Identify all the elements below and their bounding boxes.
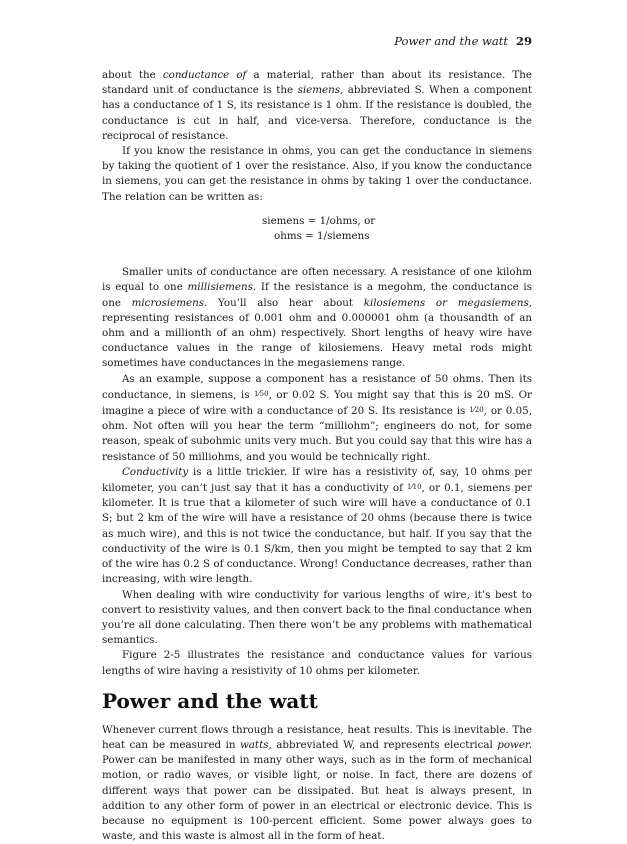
running-title: Power and the watt (394, 34, 508, 48)
paragraph-power-intro: Whenever current flows through a resistance, heat results. This is inevitable. The heat can be measured in watts, abbreviated W, and represents electrical power. Power can be manifested in many other ways, such as in the form of mechanical motion, or radio waves, or visible light, or noise. In fact, there are dozens of different ways that power can be dissipated. But heat is always present, in addition to any other form of power in an electrical or electronic device. This is because no equipment is 100-percent efficient. Some power always goes to waste, and this waste is almost all in the form of heat. (102, 723, 532, 843)
paragraph-example: As an example, suppose a component has a resistance of 50 ohms. Then its conductance, in siemens, is 1⁄50, or 0.02 S. You might say that this is 20 mS. Or imagine a piece of wire with a conductance of 20 S. Its resistance is 1⁄20, or 0.05, ohm. Not often will you hear the term “milliohm”; engineers do not, for some reason, speak of subohmic units very much. But you could say that this wire has a resistance of 50 milliohms, and you would be technically right. (102, 372, 533, 463)
equation-siemens: siemens = 1/ohms, or (262, 214, 376, 227)
paragraph-figure-reference: Figure 2-5 illustrates the resistance and conductance values for various lengths of wire having a resistivity of 10 ohms per kilometer. (102, 649, 532, 677)
paragraph-conductance-intro: about the conductance of a material, rather than about its resistance. The standard unit of conductance is the siemens, abbreviated S. When a component has a conductance of 1 S, its resistance is 1 ohm. If the resistance is doubled, the conductance is cut in half, and vice-versa. Therefore, conductance is the reciprocal of resistance. (102, 69, 533, 142)
fraction-one-tenth: 1⁄10 (407, 483, 422, 492)
body-text (102, 68, 532, 844)
section-heading: Power and the watt (102, 688, 318, 713)
fraction-one-fiftieth: 1⁄50 (254, 389, 269, 398)
paragraph-wire-conductivity: When dealing with wire conductivity for various lengths of wire, it’s best to convert to resistivity values, and then convert back to the final conductance when you’re all done calculating. Then there won’t be any problems with mathematical semantics. (102, 588, 532, 647)
paragraph-reciprocal: If you know the resistance in ohms, you can get the conductance in siemens by taking the quotient of 1 over the resistance. Also, if you know the conductance in siemens, you can get the resistance in ohms by taking 1 over the conductance. The relation can be written as: (102, 145, 532, 203)
paragraph-conductivity: Conductivity is a little trickier. If wire has a resistivity of, say, 10 ohms per kilometer, you can’t just say that it has a conductivity of 1⁄10, or 0.1, siemens per kilometer. It is true that a kilometer of such wire will have a conductance of 0.1 S; but 2 km of the wire will have a resistance of 20 ohms (because there is twice as much wire), and this is not twice the conductance, but half. If you say that the conductivity of the wire is 0.1 S/km, then you might be tempted to say that 2 km of the wire has 0.2 S of conductance. Wrong! Conductance decreases, rather than increasing, with wire length. (102, 465, 533, 586)
paragraph-smaller-units: Smaller units of conductance are often necessary. A resistance of one kilohm is equal to one millisiemens. If the resistance is a megohm, the conductance is one microsiemens. You’ll also hear about kilosiemens or megasiemens, representing resistances of 0.001 ohm and 0.000001 ohm (a thousandth of an ohm and a millionth of an ohm) respectively. Short lengths of heavy wire have conductance values in the range of kilosiemens. Heavy metal rods might sometimes have conductances in the megasiemens range. (102, 266, 533, 370)
fraction-one-twentieth: 1⁄20 (469, 406, 484, 415)
page-number: 29 (515, 34, 532, 48)
equation-ohms: ohms = 1/siemens (274, 230, 370, 243)
equation-block (102, 214, 532, 244)
running-head (394, 34, 532, 48)
